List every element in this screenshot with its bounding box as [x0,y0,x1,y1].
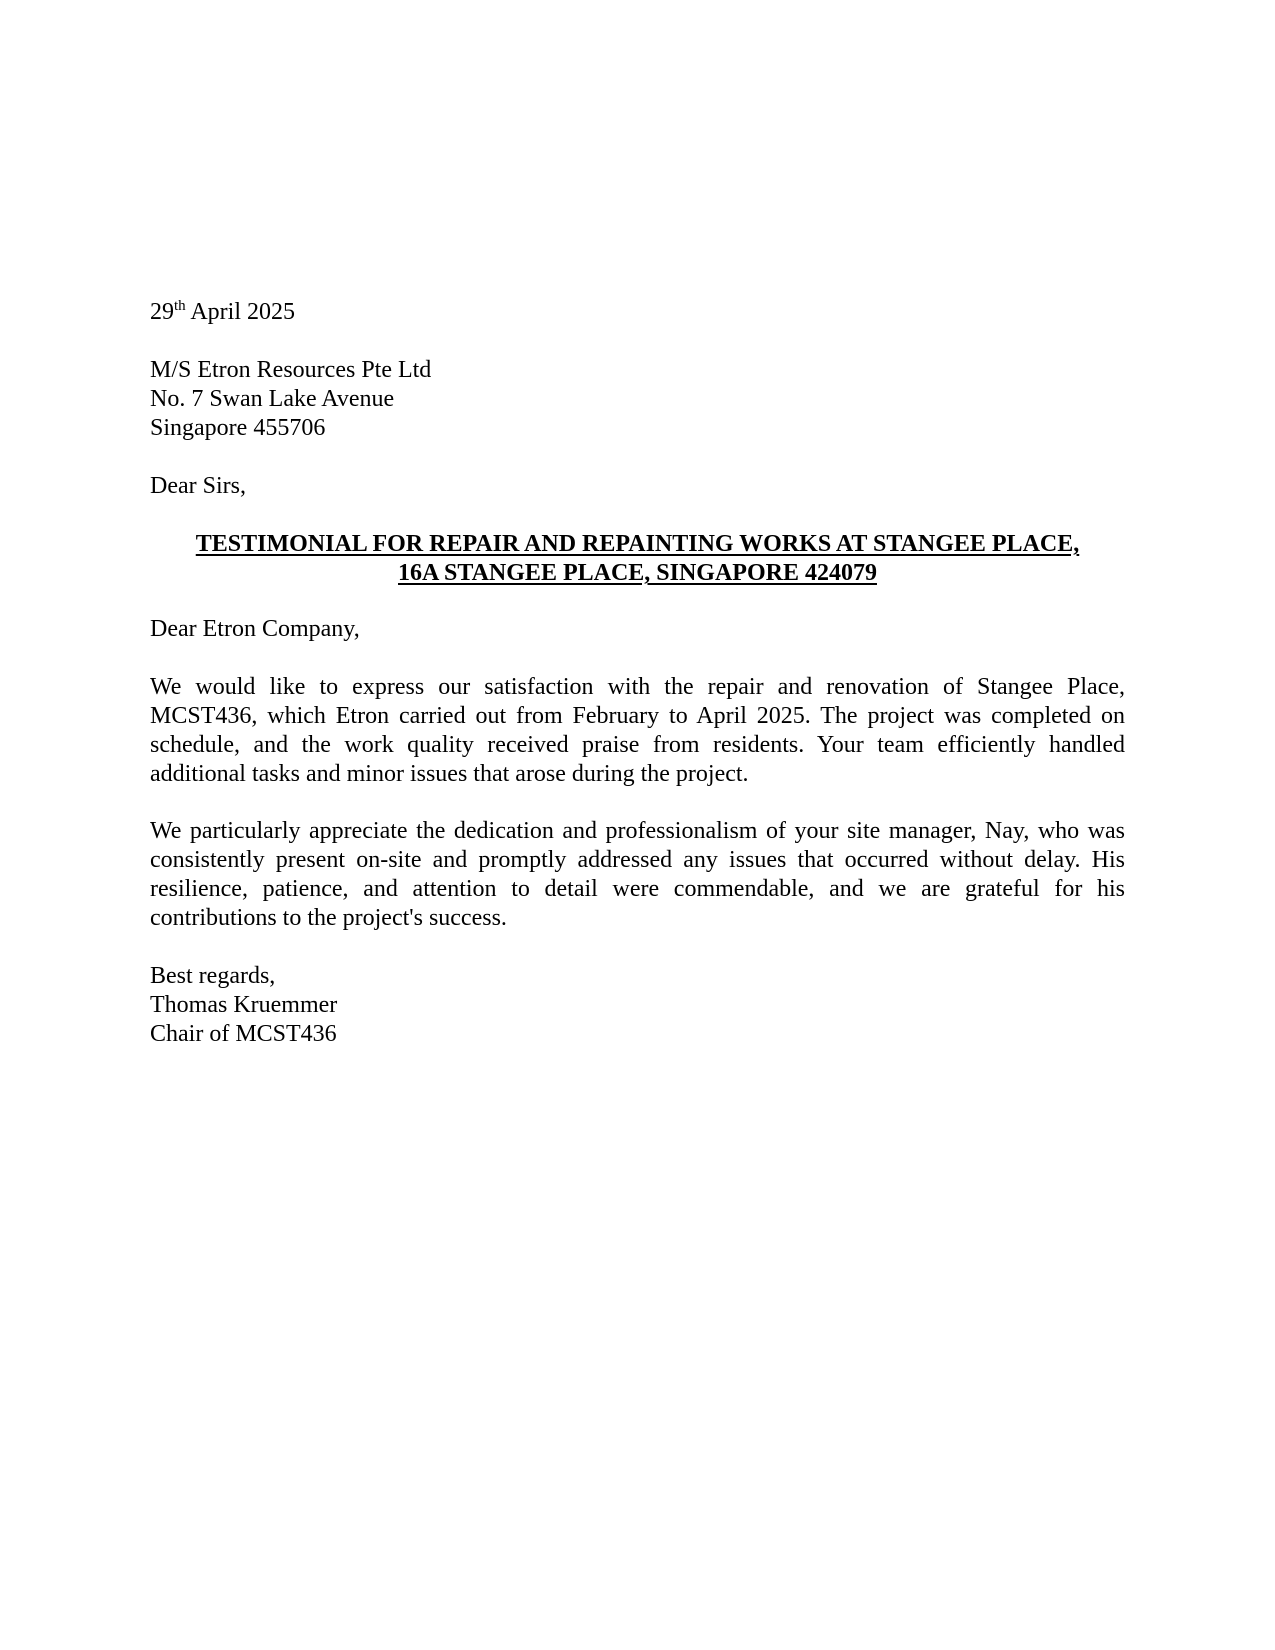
subject-heading [150,530,1125,588]
date-day: 29 [150,299,174,325]
signatory-title: Chair of MCST436 [150,1021,337,1047]
recipient-city: Singapore 455706 [150,415,326,441]
body-paragraph-2: We particularly appreciate the dedication and professionalism of your site manager, Nay, who was consistently present on-site and promptly addressed any issues that occurred without delay. His resilience, patience, and attention to detail were commendable, and we are grateful for his contributions to the project's success. [150,818,1125,931]
date-suffix: th [174,298,186,314]
salutation-company: Dear Etron Company, [150,616,360,642]
subject-line-1: TESTIMONIAL FOR REPAIR AND REPAINTING WORKS AT STANGEE PLACE, [195,531,1080,557]
letter-date [150,298,1125,327]
recipient-street: No. 7 Swan Lake Avenue [150,386,395,412]
recipient-company: M/S Etron Resources Pte Ltd [150,357,432,383]
body-paragraph-1: We would like to express our satisfaction with the repair and renovation of Stangee Place, MCST436, which Etron carried out from February to April 2025. The project was completed on schedule, and the work quality received praise from residents. Your team efficiently handled additional tasks and minor issues that arose during the project. [150,674,1125,787]
sign-off: Best regards, [150,963,276,989]
salutation-general: Dear Sirs, [150,473,246,499]
signatory-name: Thomas Kruemmer [150,992,338,1018]
date-month-year: April 2025 [185,299,296,325]
recipient-address [150,356,1125,443]
subject-line-2: 16A STANGEE PLACE, SINGAPORE 424079 [398,560,877,586]
closing-signature [150,962,1125,1049]
